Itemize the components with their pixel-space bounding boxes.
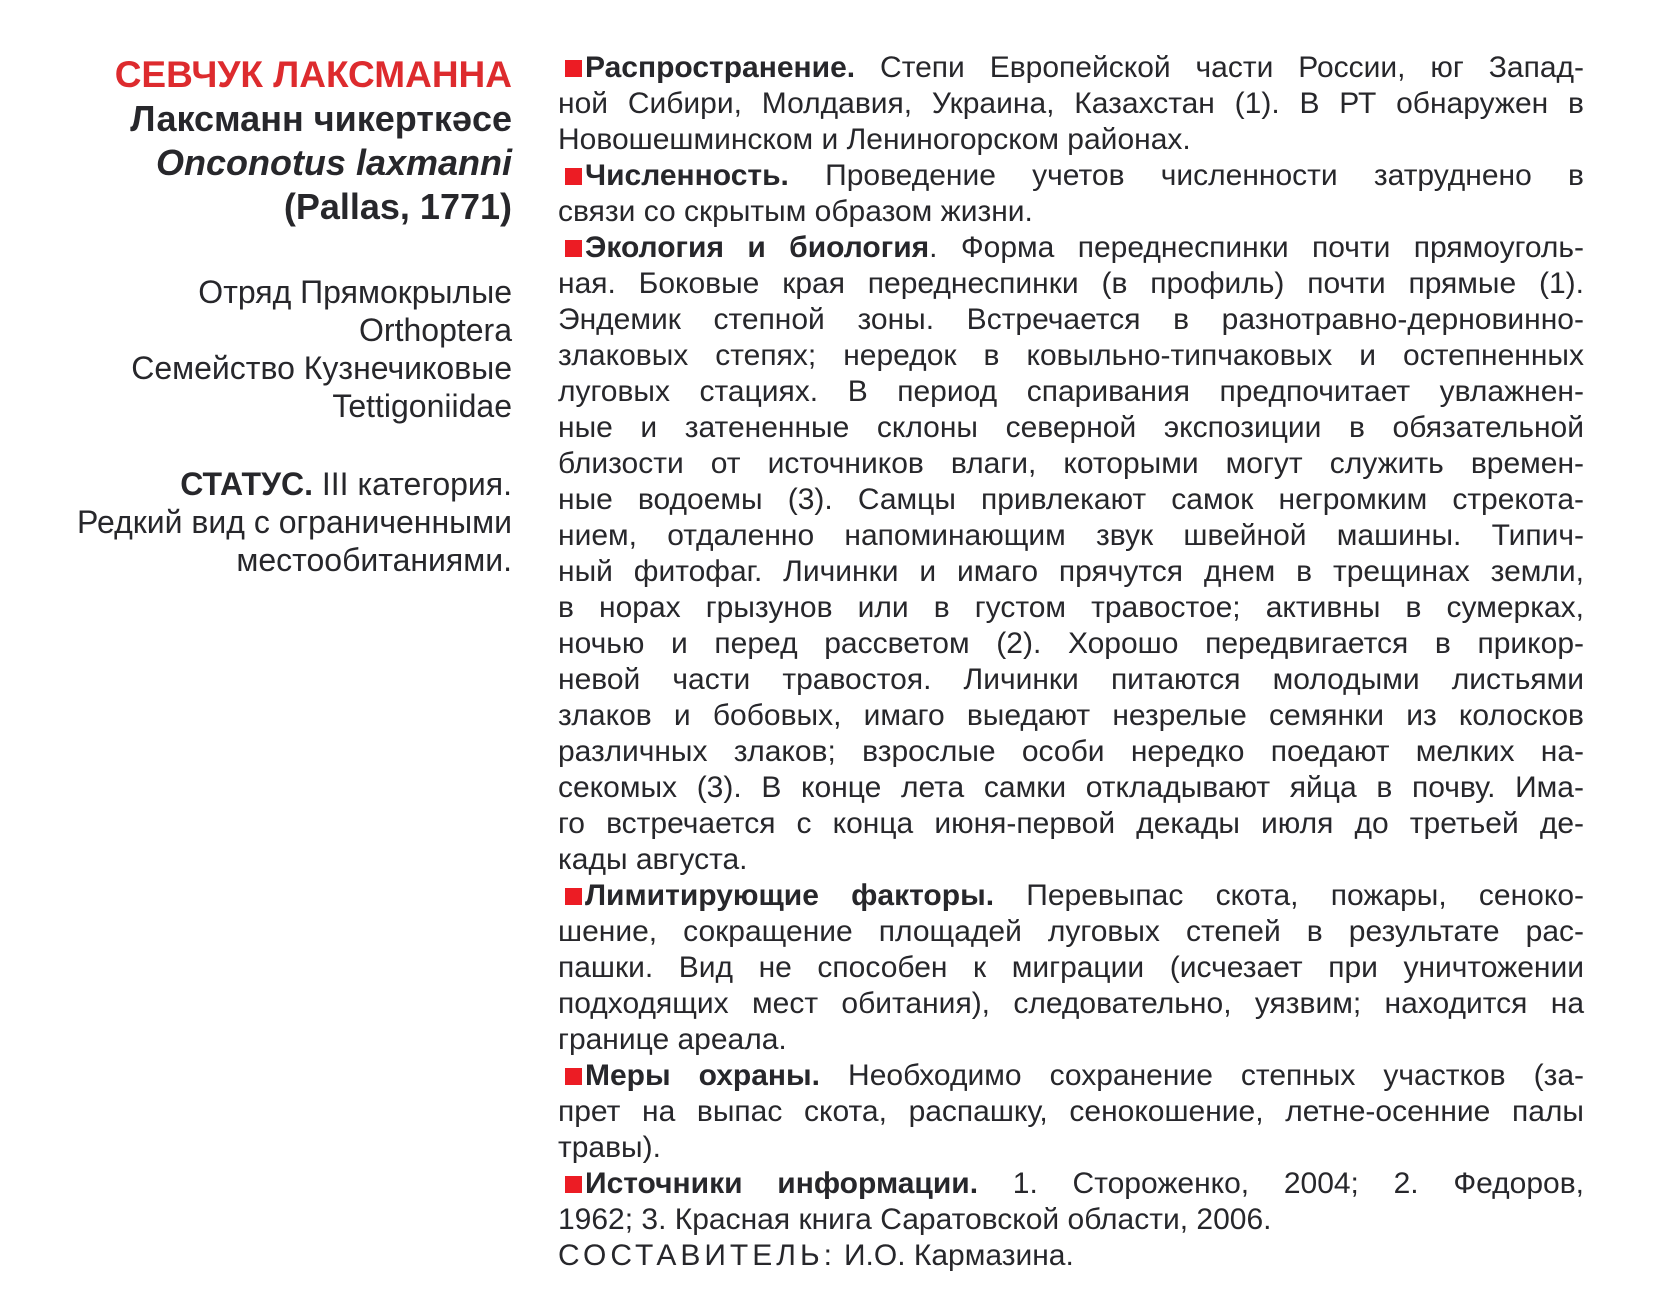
body-line: границе ареала. (558, 1023, 787, 1056)
status-label: СТАТУС. (180, 466, 313, 502)
sections-container (558, 50, 1584, 1238)
body-line: 1962; 3. Красная книга Саратовской области, 2006. (558, 1203, 1272, 1236)
body-line: ная. Боковые края переднеспинки (в профиль) почти прямые (1). (558, 267, 1584, 300)
red-square-bullet-icon (565, 60, 582, 77)
body-line: ные и затененные склоны северной экспозиции в обязательной (558, 411, 1584, 444)
status-line: местообитаниями. (236, 542, 512, 578)
body-line: кады августа. (558, 843, 748, 876)
red-square-bullet-icon (565, 1068, 582, 1085)
body-line: пашки. Вид не способен к миграции (исчезает при уничтожении (558, 951, 1584, 984)
body-line: Эндемик степной зоны. Встречается в разнотравно-дерновинно- (558, 303, 1584, 336)
section-first-line: Источники информации. 1. Стороженко, 2004; 2. Федоров, (558, 1166, 1584, 1202)
body-line: секомых (3). В конце лета самки откладывают яйца в почву. Има- (558, 771, 1584, 804)
compiler-name: И.О. Кармазина. (843, 1239, 1074, 1272)
status-line-first (58, 465, 512, 503)
species-author-year: (Pallas, 1771) (283, 186, 512, 227)
species-latin-name: Onconotus laxmanni (155, 142, 512, 183)
body-line: в норах грызунов или в густом травостое; активны в сумерках, (558, 591, 1584, 624)
body-line: невой части травостоя. Личинки питаются молодыми листьями (558, 663, 1584, 696)
species-info-column (58, 52, 512, 579)
body-line: злаковых степях; нередок в ковыльно-типчаковых и остепненных (558, 339, 1584, 372)
status-block (58, 465, 512, 579)
body-line: подходящих мест обитания), следовательно, уязвим; находится на (558, 987, 1584, 1020)
compiler-line (558, 1238, 1584, 1274)
section-header: Источники информации. (585, 1167, 979, 1200)
status-category: III категория. (321, 466, 512, 502)
body-line: ный фитофаг. Личинки и имаго прячутся днем в трещинах земли, (558, 555, 1584, 588)
body-line: связи со скрытым образом жизни. (558, 195, 1033, 228)
section-first-line: Меры охраны. Необходимо сохранение степных участков (за- (558, 1058, 1584, 1094)
body-line: различных злаков; взрослые особи нередко поедают мелких на- (558, 735, 1584, 768)
species-title-russian: СЕВЧУК ЛАКСМАННА (114, 54, 512, 95)
red-square-bullet-icon (565, 1176, 582, 1193)
body-line: травы). (558, 1131, 661, 1164)
body-line: го встречается с конца июня-первой декады июля до третьей де- (558, 807, 1584, 840)
body-line: луговых стациях. В период спаривания предпочитает увлажнен- (558, 375, 1584, 408)
body-line: шение, сокращение площадей луговых степей в результате рас- (558, 915, 1584, 948)
body-line: ной Сибири, Молдавия, Украина, Казахстан (1). В РТ обнаружен в (558, 87, 1584, 120)
section-header: Лимитирующие факторы. (585, 879, 995, 912)
body-line: нием, отдаленно напоминающим звук швейной машины. Типич- (558, 519, 1584, 552)
taxonomy-block (58, 273, 512, 425)
body-line: близости от источников влаги, которыми могут служить времен- (558, 447, 1584, 480)
taxonomy-family: Семейство Кузнечиковые (131, 350, 512, 386)
taxonomy-order: Отряд Прямокрылые Orthoptera (198, 274, 512, 348)
compiler-label: СОСТАВИТЕЛЬ: (558, 1239, 836, 1272)
section-first-line: Численность. Проведение учетов численности затруднено в (558, 158, 1584, 194)
body-line: злаков и бобовых, имаго выедают незрелые семянки из колосков (558, 699, 1584, 732)
body-line: ные водоемы (3). Самцы привлекают самок негромким стрекота- (558, 483, 1584, 516)
status-line: Редкий вид с ограниченными (77, 504, 512, 540)
section-first-line: Лимитирующие факторы. Перевыпас скота, пожары, сеноко- (558, 878, 1584, 914)
red-square-bullet-icon (565, 168, 582, 185)
section-header: Экология и биология (585, 231, 930, 264)
species-title-tatar: Лаксманн чикерткәсе (130, 98, 512, 139)
body-line: Новошешминском и Лениногорском районах. (558, 123, 1191, 156)
red-square-bullet-icon (565, 888, 582, 905)
article-body (558, 50, 1584, 1274)
red-square-bullet-icon (565, 240, 582, 257)
section-header: Меры охраны. (585, 1059, 821, 1092)
section-header: Распространение. (585, 51, 856, 84)
taxonomy-family-latin: Tettigoniidae (332, 388, 512, 424)
section-first-line: Распространение. Степи Европейской части России, юг Запад- (558, 50, 1584, 86)
section-header: Численность. (585, 159, 789, 192)
section-first-line: Экология и биология. Форма переднеспинки почти прямоуголь- (558, 230, 1584, 266)
body-line: ночью и перед рассветом (2). Хорошо передвигается в прикор- (558, 627, 1584, 660)
body-line: прет на выпас скота, распашку, сенокошение, летне-осенние палы (558, 1095, 1584, 1128)
